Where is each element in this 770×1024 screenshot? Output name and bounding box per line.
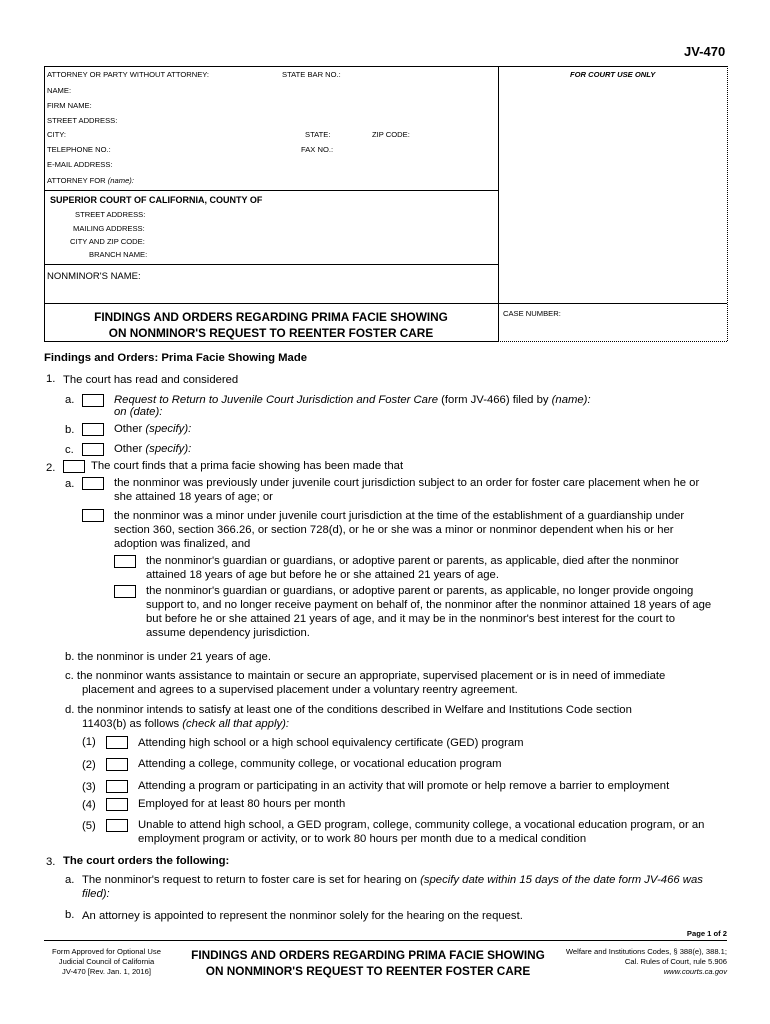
city-label: CITY: [47,130,66,139]
item1a-letter: a. [65,394,75,406]
item1c-text [114,442,191,456]
item1c-letter: c. [65,444,74,456]
item2a2b-checkbox[interactable] [114,585,136,598]
form-title-line2: ON NONMINOR'S REQUEST TO REENTER FOSTER CARE [108,326,434,340]
footer-left [44,947,169,977]
court-mailing-label: MAILING ADDRESS: [73,224,145,233]
street-label: STREET ADDRESS: [47,116,118,125]
court-street-label: STREET ADDRESS: [75,210,146,219]
item3a-letter: a. [65,874,75,886]
condition-3-number: (3) [82,781,96,793]
item1b-other: Other [114,423,143,435]
nonminor-name-label: NONMINOR'S NAME: [47,271,141,282]
item1c-other: Other [114,443,143,455]
item1b-letter: b. [65,424,75,436]
state-bar-label: STATE BAR NO.: [282,70,341,79]
email-label: E-MAIL ADDRESS: [47,160,113,169]
item2a2b-line1: the nonminor's guardian or guardians, or adoptive parent or parents, as applicable, no longer provide ongoing [146,585,694,597]
item2a2b-line4: assume dependency jurisdiction. [146,627,310,639]
item2a2-line3: adoption was finalized, and [114,538,251,550]
footer-rule [44,940,727,941]
footer-left-line1: Form Approved for Optional Use [52,947,161,956]
item2a2a-checkbox[interactable] [114,555,136,568]
item3-text: The court orders the following: [63,855,230,867]
condition-4-text: Employed for at least 80 hours per month [138,798,346,810]
item2-number: 2. [46,462,56,474]
item1a-checkbox[interactable] [82,394,104,407]
item2d-line1: d. the nonminor intends to satisfy at least one of the conditions described in Welfare and Institutions Code section [65,704,632,716]
item1b-text [114,422,191,436]
item1a-form-title: Request to Return to Juvenile Court Jurisdiction and Foster Care [114,394,439,406]
condition-4-number: (4) [82,799,96,811]
section-heading: Findings and Orders: Prima Facie Showing Made [44,352,308,364]
caption-right-border [727,66,728,341]
item2-checkbox[interactable] [63,460,85,473]
fax-label: FAX NO.: [301,145,334,154]
form-title [44,309,498,341]
item2a1-line1: the nonminor was previously under juvenile court jurisdiction subject to an order for foster care placement when he or [114,477,700,489]
condition-3-text: Attending a program or participating in an activity that will promote or help remove a barrier to employment [138,780,670,792]
item2a2b-line2: support to, and no longer receive payment on behalf of, the nonminor after the nonminor attained 18 years of age [146,599,712,611]
item1a-name: (name): [551,394,591,406]
caption-divider [498,66,499,341]
case-number-label: CASE NUMBER: [503,309,561,318]
item2a2b-line3: but before he or she attained 21 years of age, and it may be in the nonminor's best interest for the court to [146,613,676,625]
caption-bottom-right [498,341,727,342]
footer-title-line2: ON NONMINOR'S REQUEST TO REENTER FOSTER CARE [205,964,531,978]
caption-line-court [44,264,498,265]
item2a2-checkbox[interactable] [82,509,104,522]
item2-text: The court finds that a prima facie showing has been made that [91,460,404,472]
item2a1-line2: she attained 18 years of age; or [114,491,273,503]
item1-number: 1. [46,373,56,385]
footer-title-line1: FINDINGS AND ORDERS REGARDING PRIMA FACIE SHOWING [191,948,545,962]
item3a-specify: (specify date within 15 days of the date form JV-466 was [420,874,703,886]
condition-5-checkbox[interactable] [106,819,128,832]
attorney-for-label [47,176,134,185]
item2c-line2: placement and agrees to a supervised placement under a voluntary reentry agreement. [82,684,518,696]
condition-1-number: (1) [82,736,96,748]
form-title-line1: FINDINGS AND ORDERS REGARDING PRIMA FACIE SHOWING [94,310,448,324]
item1b-checkbox[interactable] [82,423,104,436]
item1a-form-ref: (form JV-466) filed by [441,394,549,406]
item2d-line2 [82,717,289,731]
item2a2-line1: the nonminor was a minor under juvenile court jurisdiction at the time of the establishment of a guardianship under [114,510,685,522]
footer-title [168,947,568,979]
attorney-label: ATTORNEY OR PARTY WITHOUT ATTORNEY: [47,70,210,79]
item2a1-checkbox[interactable] [82,477,104,490]
item3a-main: The nonminor's request to return to foster care is set for hearing on [82,874,417,886]
zip-label: ZIP CODE: [372,130,410,139]
item2b-text: b. the nonminor is under 21 years of age. [65,651,271,663]
footer-right-line1: Welfare and Institutions Codes, § 388(e), 388.1; [565,947,727,956]
name-label: NAME: [47,86,72,95]
item2a-letter: a. [65,478,75,490]
court-branch-label: BRANCH NAME: [89,250,148,259]
item1b-specify: (specify): [145,423,192,435]
condition-4-checkbox[interactable] [106,798,128,811]
footer-right-line2: Cal. Rules of Court, rule 5.906 [624,957,727,966]
item3-number: 3. [46,856,56,868]
caption-bottom-left [44,341,498,342]
state-label: STATE: [305,130,331,139]
caption-line-attorney [44,190,498,191]
condition-5-number: (5) [82,820,96,832]
courts-website-link[interactable]: www.courts.ca.gov [663,967,727,976]
footer-right [560,947,727,977]
item1c-specify: (specify): [145,443,192,455]
footer-left-line3: JV-470 [Rev. Jan. 1, 2016] [62,967,151,976]
caption-left-border [44,66,45,341]
firm-label: FIRM NAME: [47,101,92,110]
item3b-text: An attorney is appointed to represent the nonminor solely for the hearing on the request. [82,910,523,922]
item2d-line2-text: 11403(b) as follows [82,718,180,730]
item3a-text [82,873,703,887]
condition-1-text: Attending high school or a high school equivalency certificate (GED) program [138,737,524,749]
item2a2a-line2: attained 18 years of age but before he or she attained 21 years of age. [146,569,499,581]
item2a2a-line1: the nonminor's guardian or guardians, or adoptive parent or parents, as applicable, died after the nonminor [146,555,679,567]
caption-line-name [44,303,727,304]
form-number: JV-470 [684,44,726,59]
condition-5-text-line2: employment program or activity, or to work 80 hours per month due to a medical condition [138,833,587,845]
condition-3-checkbox[interactable] [106,780,128,793]
court-city-label: CITY AND ZIP CODE: [70,237,145,246]
item1-text: The court has read and considered [63,374,239,386]
court-title: SUPERIOR COURT OF CALIFORNIA, COUNTY OF [50,195,263,205]
footer-left-line2: Judicial Council of California [58,957,155,966]
item2a2-line2: section 360, section 366.26, or section 728(d), or he or she was a minor or nonminor dependent when his or her [114,524,674,536]
item1a-date: on (date): [114,406,163,418]
condition-1-checkbox[interactable] [106,736,128,749]
item3a-filed: filed): [82,888,110,900]
page-number: Page 1 of 2 [686,929,727,938]
caption-top-border [44,66,727,67]
item2d-check-all: (check all that apply): [182,718,290,730]
item3b-letter: b. [65,909,75,921]
attorney-for-name: (name): [107,176,134,185]
condition-2-text: Attending a college, community college, or vocational education program [138,758,502,770]
condition-2-checkbox[interactable] [106,758,128,771]
item1c-checkbox[interactable] [82,443,104,456]
attorney-for-text: ATTORNEY FOR [47,176,106,185]
telephone-label: TELEPHONE NO.: [47,145,111,154]
condition-5-text: Unable to attend high school, a GED program, college, community college, a vocational education program, or an [138,819,705,831]
item1a-text [114,393,591,407]
item2c-line1: c. the nonminor wants assistance to maintain or secure an appropriate, supervised placement or is in need of immediate [65,670,666,682]
court-use-label: FOR COURT USE ONLY [570,70,656,79]
condition-2-number: (2) [82,759,96,771]
